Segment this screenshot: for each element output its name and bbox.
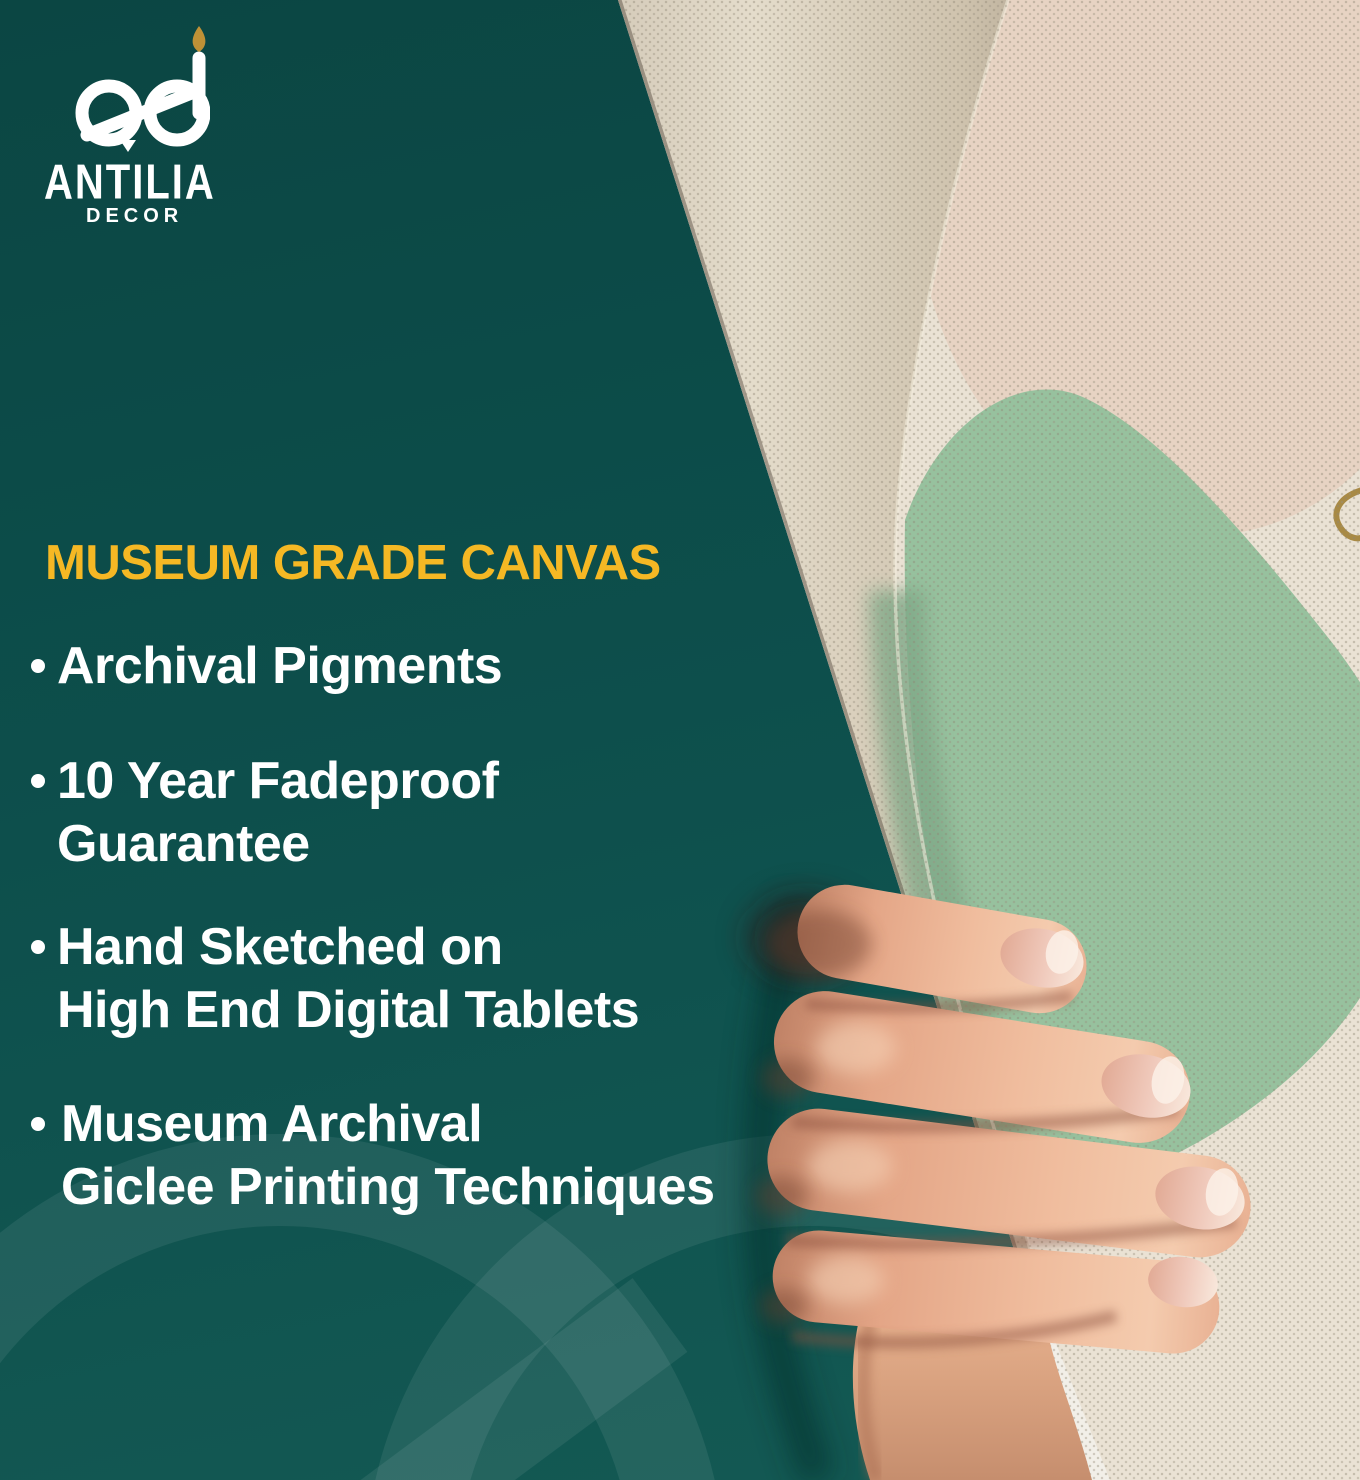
feature-line: Giclee Printing Techniques — [61, 1158, 715, 1216]
feature-line: Guarantee — [57, 815, 310, 873]
brush-droplet-icon — [193, 26, 206, 52]
bullet-dot — [31, 940, 45, 954]
brand-monogram-icon — [60, 14, 210, 152]
feature-giclee-printing — [31, 1093, 715, 1219]
feature-archival-pigments — [31, 635, 502, 698]
feature-line: Archival Pigments — [57, 637, 503, 695]
feature-hand-sketched — [31, 916, 639, 1042]
feature-line: Hand Sketched on — [57, 918, 503, 976]
monogram-tail — [120, 140, 136, 152]
bullet-dot — [31, 659, 45, 673]
bullet-dot — [31, 774, 45, 788]
brand-name: ANTILIA — [44, 156, 216, 210]
bullet-dot — [31, 1117, 45, 1131]
feature-line: High End Digital Tablets — [57, 981, 640, 1039]
headline: MUSEUM GRADE CANVAS — [45, 536, 661, 590]
feature-line: 10 Year Fadeproof — [57, 752, 499, 810]
feature-line: Museum Archival — [61, 1095, 483, 1153]
brand-subtitle: DECOR — [86, 205, 184, 227]
feature-fadeproof-guarantee — [31, 750, 498, 876]
